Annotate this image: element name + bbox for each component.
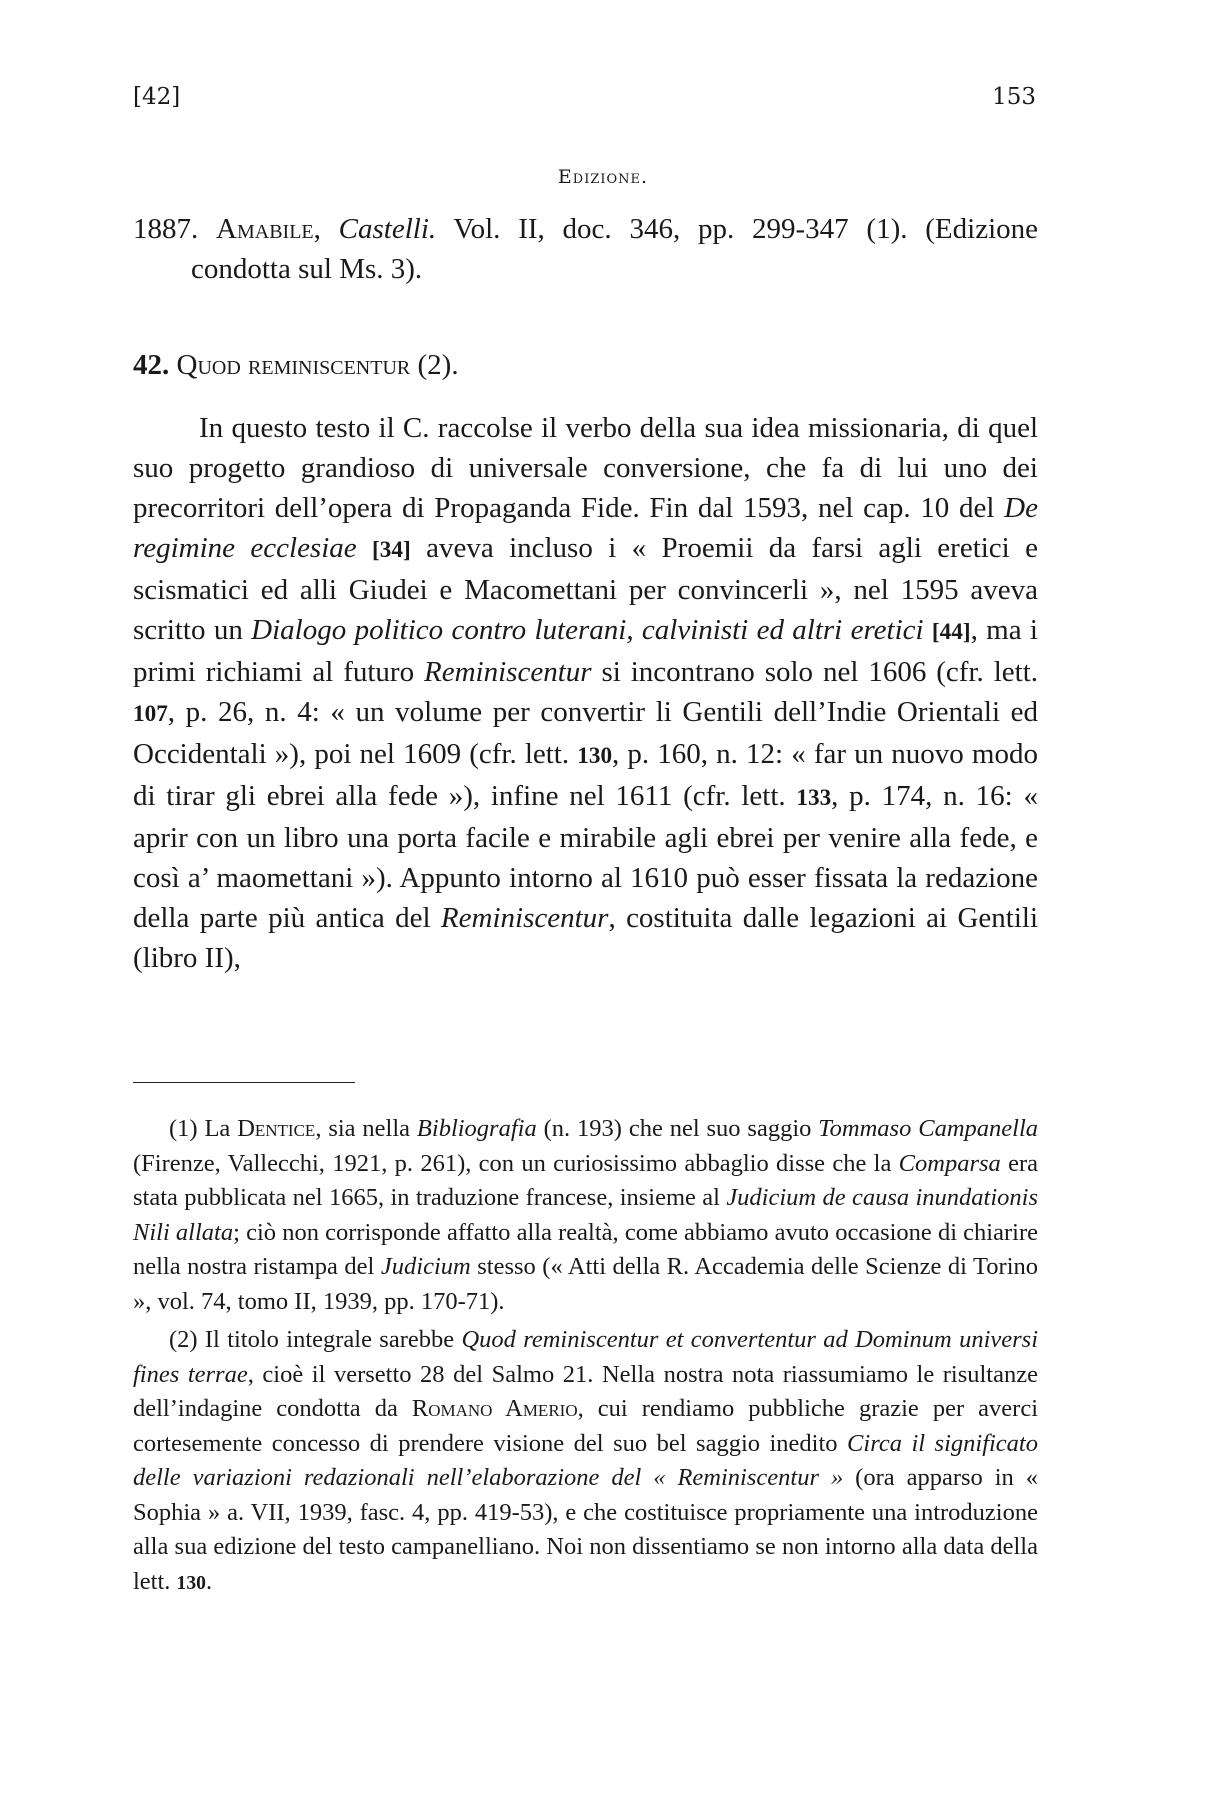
cross-reference: [34] — [372, 537, 411, 563]
footnote-1 — [133, 1112, 1038, 1319]
section-title: Edizione. — [557, 166, 649, 188]
italic-title: De regimine ecclesiae — [133, 492, 1038, 564]
text-run: , cioè il versetto 28 del Salmo 21. Nella nostra nota riassumiamo le risultanze dell’indagine condotta da — [133, 1360, 1038, 1422]
author-name: Dentice — [237, 1115, 316, 1142]
text-run: , sia nella — [315, 1115, 417, 1142]
text-run: , p. 160, n. 12: « far un nuovo modo di tirar gli ebrei alla fede »), infine nel 1611 (cfr. lett. — [133, 738, 1038, 812]
text-run: , costituita dalle legazioni ai Gentili (libro II), — [133, 902, 1039, 974]
letter-reference: 130 — [176, 1572, 206, 1594]
entry-heading — [133, 345, 1038, 385]
edition-work: Castelli. — [338, 213, 437, 245]
main-paragraph — [133, 408, 1038, 978]
bracket-number: [42] — [133, 84, 181, 110]
page-number: 153 — [992, 84, 1036, 110]
edition-details: Vol. II, doc. 346, pp. 299-347 (1). (Edizione condotta sul Ms. 3). — [191, 213, 1039, 285]
letter-reference: 133 — [796, 785, 832, 811]
text-run: si incontrano solo nel 1606 (cfr. lett. — [591, 656, 1038, 688]
letter-reference: 130 — [577, 743, 613, 769]
entry-title: Quod reminiscentur — [176, 349, 411, 381]
edition-year: 1887. — [133, 213, 199, 245]
footnote-divider — [133, 1082, 355, 1083]
text-run: , p. 174, n. 16: « aprir con un libro una porta facile e mirabile agli ebrei per venire alla fede, e così a’ maomettani »). Appunto intorno al 1610 può esser fissata la redazione della parte più antica del — [133, 780, 1038, 934]
text-run: (1) La — [169, 1115, 238, 1142]
italic-title: Reminiscentur — [424, 656, 592, 688]
italic-title: Judicium de causa inundationis Nili allata — [133, 1184, 1038, 1246]
letter-reference: 107 — [133, 701, 168, 727]
text-run: aveva incluso i « Proemii da farsi agli eretici e scismatici ed alli Giudei e Macomettani per convincerli », nel 1595 aveva scritto un — [133, 532, 1038, 646]
text-run: , ma i primi richiami al futuro — [133, 614, 1038, 688]
text-run: ; ciò non corrisponde affatto alla realtà, come abbiamo avuto occasione di chiarire nella nostra ristampa del — [133, 1218, 1038, 1280]
entry-note-ref: (2). — [417, 349, 459, 381]
italic-title: Comparsa — [898, 1149, 1001, 1177]
italic-title: Bibliografia — [416, 1115, 537, 1142]
author-name: Romano Amerio — [411, 1395, 578, 1422]
text-run: , p. 26, n. 4: « un volume per convertir li Gentili dell’Indie Orientali ed Occidentali »), poi nel 1609 (cfr. lett. — [133, 696, 1038, 770]
italic-title: Circa il significato delle variazioni redazionali nell’elaborazione del « Reminiscentur » — [133, 1429, 1038, 1491]
italic-title: Quod reminiscentur et convertentur ad Dominum universi fines terrae — [133, 1326, 1038, 1388]
entry-number: 42. — [133, 349, 170, 381]
text-run: (ora apparso in « Sophia » a. VII, 1939, fasc. 4, pp. 419-53), e che costituisce propriamente una introduzione alla sua edizione del testo campanelliano. Noi non dissentiamo se non intorno alla data della lett. — [133, 1464, 1038, 1595]
running-head — [133, 84, 1036, 110]
text-run: . — [205, 1567, 213, 1595]
text-run: In questo testo il C. raccolse il verbo della sua idea missionaria, di quel suo progetto grandioso di universale conversione, che fa di lui uno dei precorritori dell’opera di Propaganda Fide. Fin dal 1593, nel cap. 10 del — [133, 412, 1038, 524]
text-run: era stata pubblicata nel 1665, in traduzione francese, insieme al — [133, 1149, 1038, 1211]
text-run: (2) Il titolo integrale sarebbe — [169, 1326, 462, 1353]
text-run: (Firenze, Vallecchi, 1921, p. 261), con un curiosissimo abbaglio disse che la — [133, 1149, 899, 1177]
italic-title: Reminiscentur — [440, 902, 609, 934]
edition-entry — [133, 209, 1038, 289]
italic-title: Dialogo politico contro luterani, calvinisti ed altri eretici — [251, 614, 924, 646]
edition-author: Amabile, — [216, 213, 321, 245]
text-run: , cui rendiamo pubbliche grazie per averci cortesemente concesso di prendere visione del suo bel saggio inedito — [133, 1395, 1039, 1457]
cross-reference: [44] — [931, 619, 971, 645]
footnotes — [133, 1112, 1038, 1605]
text-run: (n. 193) che nel suo saggio — [536, 1115, 819, 1142]
italic-title: Tommaso Campanella — [818, 1115, 1039, 1142]
text-run: stesso (« Atti della R. Accademia delle Scienze di Torino », vol. 74, tomo II, 1939, pp. 170-71). — [133, 1253, 1038, 1315]
italic-title: Judicium — [380, 1253, 471, 1280]
footnote-2 — [133, 1323, 1038, 1601]
